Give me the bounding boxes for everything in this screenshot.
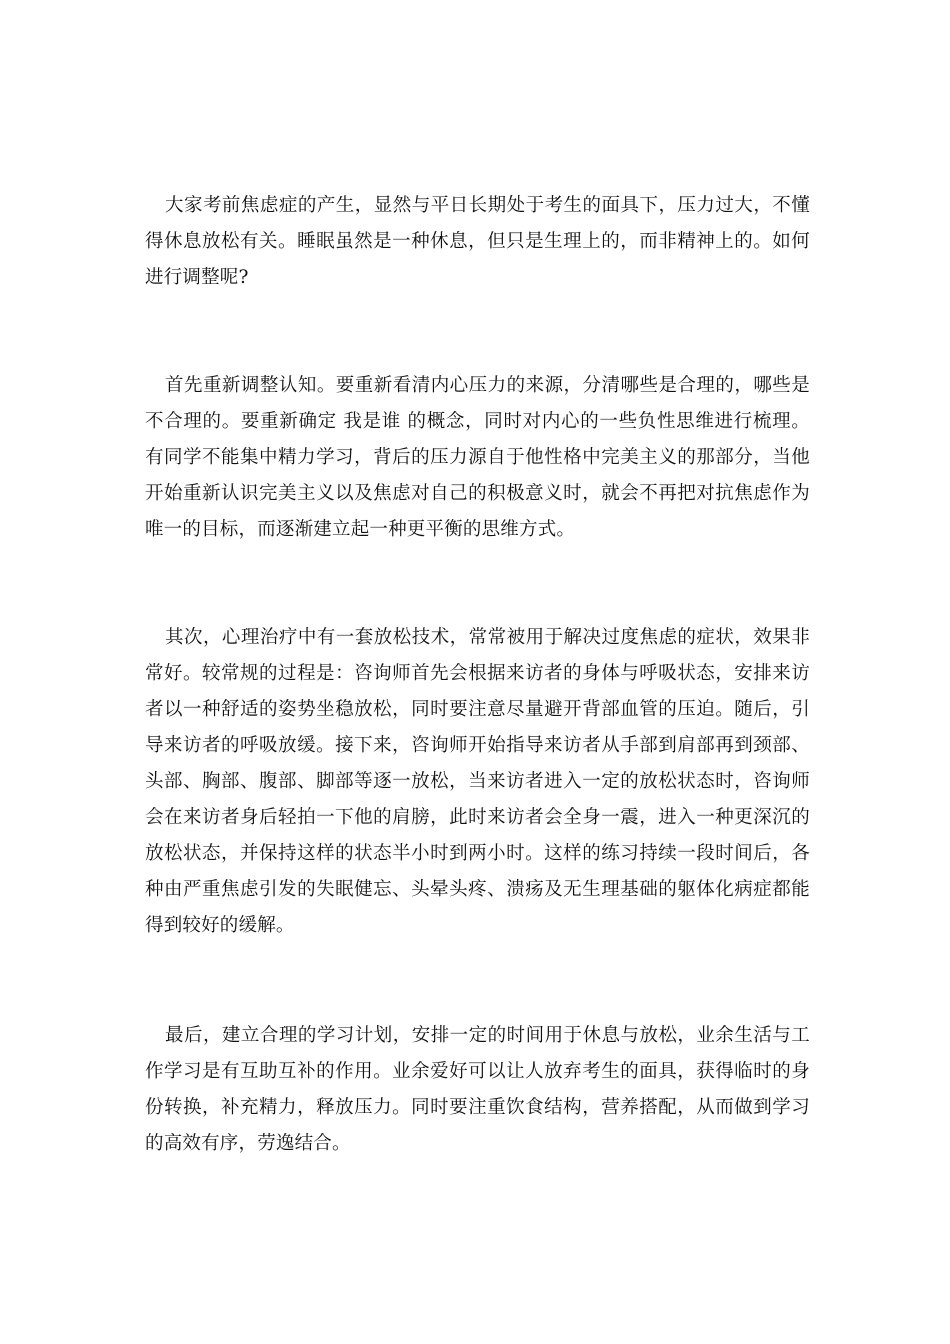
paragraph-intro: 大家考前焦虑症的产生，显然与平日长期处于考生的面具下，压力过大，不懂得休息放松有关。睡眠虽然是一种休息，但只是生理上的，而非精神上的。如何进行调整呢? xyxy=(145,195,810,288)
paragraph-relaxation: 其次，心理治疗中有一套放松技术，常常被用于解决过度焦虑的症状，效果非常好。较常规的过程是：咨询师首先会根据来访者的身体与呼吸状态，安排来访者以一种舒适的姿势坐稳放松，同时要注意尽量避开背部血管的压迫。随后，引导来访者的呼吸放缓。接下来，咨询师开始指导来访者从手部到肩部再到颈部、头部、胸部、腹部、脚部等逐一放松，当来访者进入一定的放松状态时，咨询师会在来访者身后轻拍一下他的肩膀，此时来访者会全身一震，进入一种更深沉的放松状态，并保持这样的状态半小时到两小时。这样的练习持续一段时间后，各种由严重焦虑引发的失眠健忘、头晕头疼、溃疡及无生理基础的躯体化病症都能得到较好的缓解。 xyxy=(145,627,810,936)
paragraph-cognition: 首先重新调整认知。要重新看清内心压力的来源，分清哪些是合理的，哪些是不合理的。要重新确定 我是谁 的概念，同时对内心的一些负性思维进行梳理。有同学不能集中精力学习，背后的压力源自于他性格中完美主义的那部分，当他开始重新认识完美主义以及焦虑对自己的积极意义时，就会不再把对抗焦虑作为唯一的目标，而逐渐建立起一种更平衡的思维方式。 xyxy=(145,375,810,540)
paragraph-study-plan: 最后，建立合理的学习计划，安排一定的时间用于休息与放松，业余生活与工作学习是有互助互补的作用。业余爱好可以让人放弃考生的面具，获得临时的身份转换，补充精力，释放压力。同时要注重饮食结构，营养搭配，从而做到学习的高效有序，劳逸结合。 xyxy=(145,1025,810,1154)
